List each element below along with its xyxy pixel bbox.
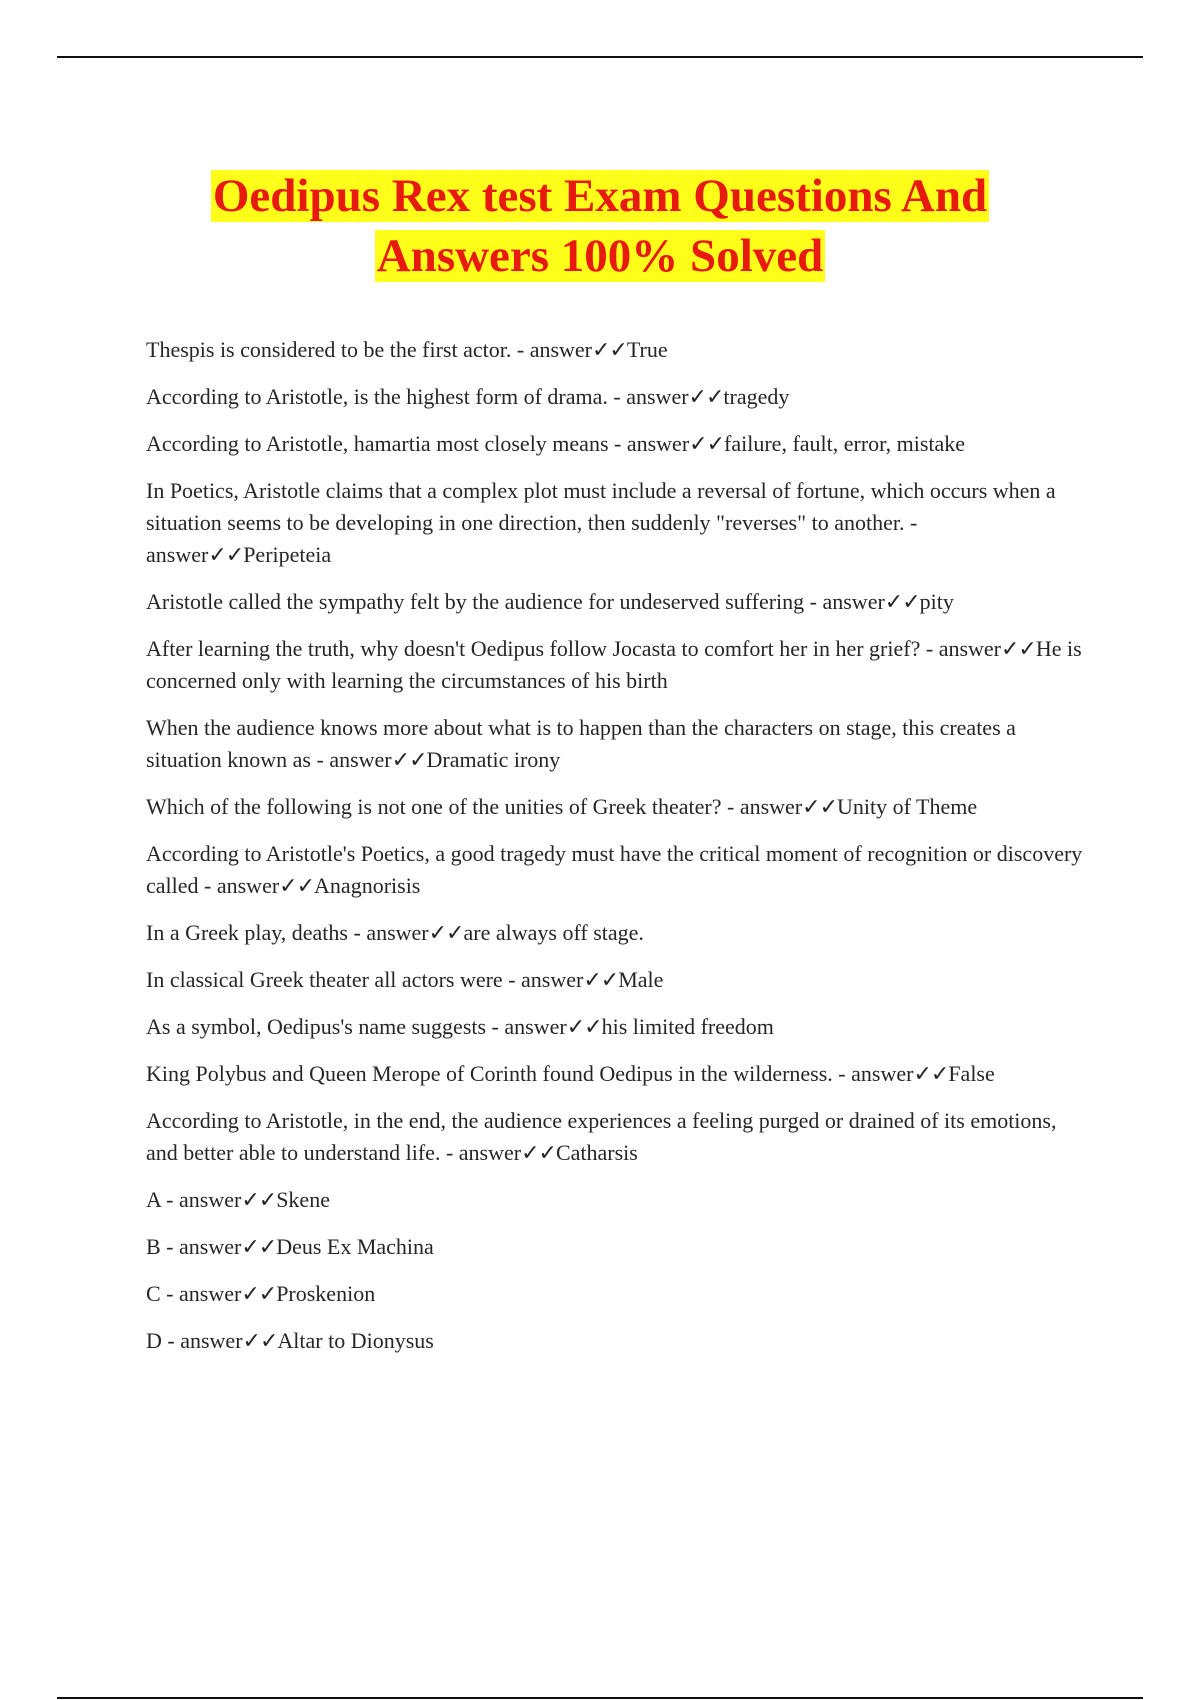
double-check-icon: ✓✓	[688, 384, 724, 409]
question-text: Thespis is considered to be the first actor. -	[146, 337, 530, 362]
question-text: In classical Greek theater all actors were -	[146, 967, 522, 992]
qa-item	[146, 1058, 1092, 1090]
question-text: King Polybus and Queen Merope of Corinth found Oedipus in the wilderness. -	[146, 1061, 852, 1086]
qa-item	[146, 1011, 1092, 1043]
answer-text: pity	[919, 589, 954, 614]
qa-item	[146, 1231, 1092, 1263]
double-check-icon: ✓✓	[884, 589, 920, 614]
document-title	[0, 166, 1200, 286]
question-text: As a symbol, Oedipus's name suggests -	[146, 1014, 505, 1039]
double-check-icon: ✓✓	[1001, 636, 1036, 661]
question-text: A -	[146, 1187, 179, 1212]
double-check-icon: ✓✓	[279, 873, 315, 898]
answer-label: answer	[180, 1328, 243, 1353]
title-line-2: Answers 100% Solved	[376, 230, 824, 282]
double-check-icon: ✓✓	[241, 1234, 277, 1259]
question-text: After learning the truth, why doesn't Oedipus follow Jocasta to comfort her in her grief? -	[146, 636, 939, 661]
answer-label: answer	[179, 1281, 242, 1306]
answer-label: answer	[739, 794, 803, 819]
qa-item	[146, 586, 1092, 618]
qa-item	[146, 1105, 1092, 1169]
double-check-icon: ✓✓	[566, 1014, 602, 1039]
question-text: B -	[146, 1234, 179, 1259]
question-text: According to Aristotle, in the end, the audience experiences a feeling purged or drained of its emotions, and better able to understand life. -	[146, 1108, 1057, 1165]
qa-item	[146, 475, 1092, 571]
answer-text: Deus Ex Machina	[276, 1234, 434, 1259]
answer-text: Skene	[276, 1187, 330, 1212]
question-text: According to Aristotle, is the highest form of drama. -	[146, 384, 627, 409]
double-check-icon: ✓✓	[241, 1187, 277, 1212]
qa-item	[146, 838, 1092, 902]
answer-label: answer	[626, 384, 689, 409]
question-text: In Poetics, Aristotle claims that a complex plot must include a reversal of fortune, which occurs when a situation seems to be developing in one direction, then suddenly "reverses" to another. -	[146, 478, 1056, 535]
qa-item	[146, 428, 1092, 460]
qa-item	[146, 791, 1092, 823]
double-check-icon: ✓✓	[208, 542, 244, 567]
answer-label: answer	[179, 1234, 242, 1259]
qa-item	[146, 1184, 1092, 1216]
double-check-icon: ✓✓	[242, 1328, 278, 1353]
qa-item	[146, 1325, 1092, 1357]
double-check-icon: ✓✓	[913, 1061, 949, 1086]
answer-text: He is concerned only with learning the circumstances of his birth	[146, 636, 1082, 693]
bottom-rule	[57, 1697, 1143, 1699]
qa-list	[146, 334, 1092, 1372]
answer-label: answer	[822, 589, 885, 614]
answer-label: answer	[521, 967, 584, 992]
qa-item	[146, 964, 1092, 996]
answer-text: Anagnorisis	[314, 873, 421, 898]
answer-label: answer	[529, 337, 592, 362]
answer-text: False	[948, 1061, 995, 1086]
answer-text: Unity of Theme	[837, 794, 978, 819]
answer-label: answer	[329, 747, 392, 772]
answer-text: failure, fault, error, mistake	[724, 431, 966, 456]
question-text: Aristotle called the sympathy felt by the audience for undeserved suffering -	[146, 589, 823, 614]
answer-label: answer	[938, 636, 1001, 661]
answer-label: answer	[458, 1140, 522, 1165]
answer-text: Proskenion	[276, 1281, 376, 1306]
qa-item	[146, 1278, 1092, 1310]
answer-text: Catharsis	[555, 1140, 638, 1165]
double-check-icon: ✓✓	[391, 747, 427, 772]
answer-label: answer	[366, 920, 429, 945]
answer-text: are always off stage.	[463, 920, 644, 945]
title-line-1: Oedipus Rex test Exam Questions And	[212, 170, 988, 222]
question-text: Which of the following is not one of the unities of Greek theater? -	[146, 794, 740, 819]
qa-item	[146, 381, 1092, 413]
answer-label: answer	[851, 1061, 914, 1086]
double-check-icon: ✓✓	[521, 1140, 556, 1165]
answer-label: answer	[216, 873, 280, 898]
question-text: According to Aristotle, hamartia most closely means -	[146, 431, 627, 456]
double-check-icon: ✓✓	[583, 967, 619, 992]
answer-text: Dramatic irony	[426, 747, 561, 772]
answer-label: answer	[179, 1187, 242, 1212]
answer-label: answer	[504, 1014, 567, 1039]
qa-item	[146, 712, 1092, 776]
answer-text: his limited freedom	[601, 1014, 774, 1039]
answer-text: Altar to Dionysus	[277, 1328, 434, 1353]
double-check-icon: ✓✓	[689, 431, 725, 456]
question-text: According to Aristotle's Poetics, a good tragedy must have the critical moment of recognition or discovery called -	[146, 841, 1083, 898]
question-text: C -	[146, 1281, 179, 1306]
answer-text: Peripeteia	[243, 542, 332, 567]
answer-label: answer	[146, 542, 209, 567]
double-check-icon: ✓✓	[802, 794, 838, 819]
top-rule	[57, 56, 1143, 58]
question-text: In a Greek play, deaths -	[146, 920, 367, 945]
answer-label: answer	[626, 431, 690, 456]
double-check-icon: ✓✓	[428, 920, 464, 945]
answer-text: Male	[618, 967, 664, 992]
question-text: D -	[146, 1328, 181, 1353]
double-check-icon: ✓✓	[592, 337, 627, 362]
qa-item	[146, 917, 1092, 949]
qa-item	[146, 334, 1092, 366]
answer-text: tragedy	[723, 384, 790, 409]
double-check-icon: ✓✓	[241, 1281, 277, 1306]
question-text: When the audience knows more about what is to happen than the characters on stage, this creates a situation known as -	[146, 715, 1016, 772]
qa-item	[146, 633, 1092, 697]
answer-text: True	[626, 337, 668, 362]
